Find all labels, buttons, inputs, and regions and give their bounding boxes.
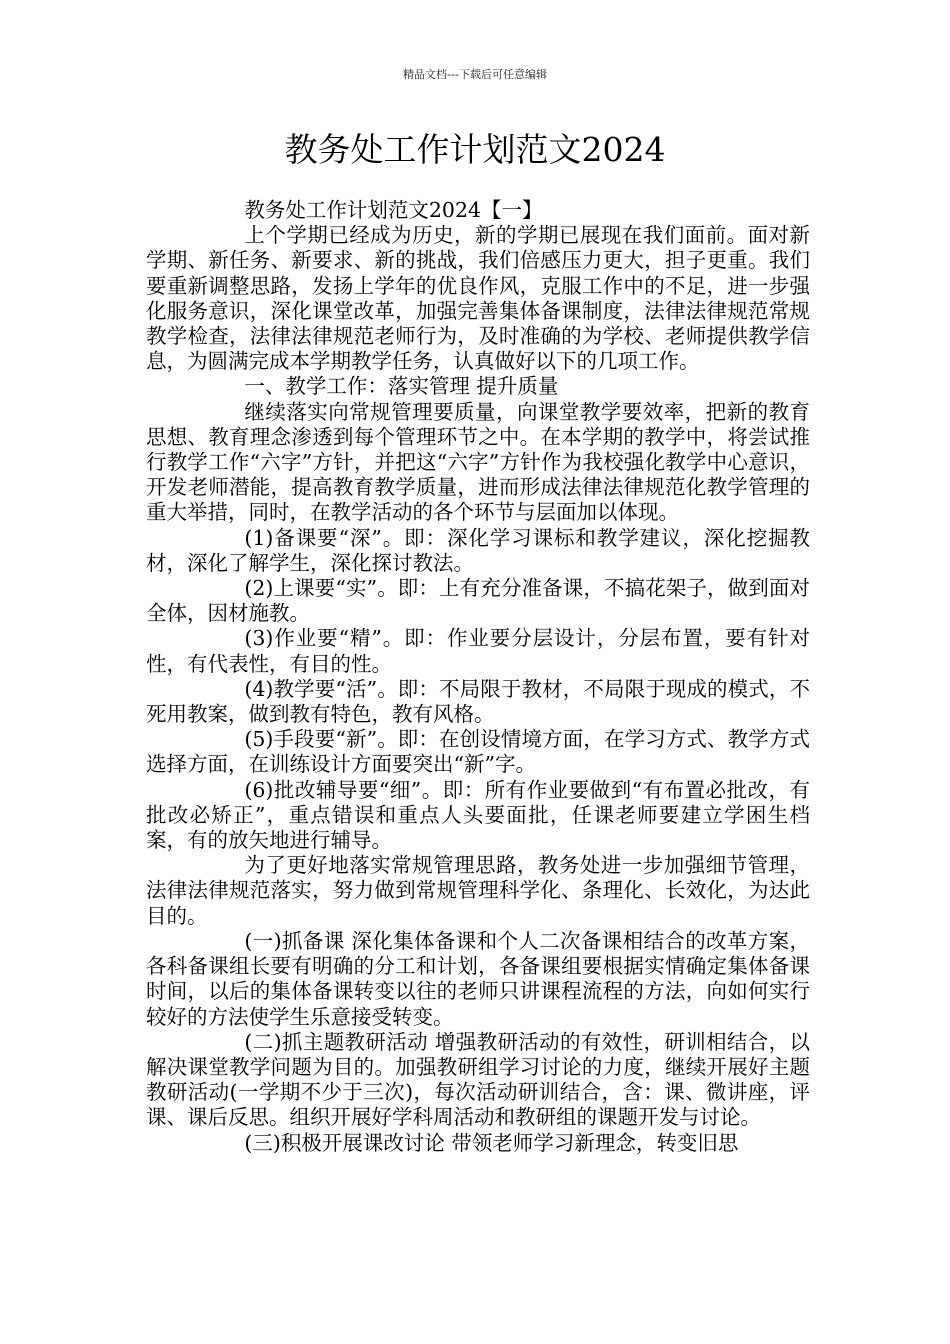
document-title: 教务处工作计划范文2024 xyxy=(284,130,666,169)
list-item: (4)教学要“活”。即：不局限于教材，不局限于现成的模式，不死用教案，做到教有特色，教有风格。 xyxy=(146,676,810,727)
list-item: (2)上课要“实”。即：上有充分准备课，不搞花架子，做到面对全体，因材施教。 xyxy=(146,576,810,626)
list-item: (1)备课要“深”。即：深化学习课标和教学建议，深化挖掘教材，深化了解学生，深化探讨教法。 xyxy=(146,525,810,575)
list-item: (6)批改辅导要“细”。即：所有作业要做到“有布置必批改，有批改必矫正”，重点错误和重点人头要面批，任课老师要建立学困生档案，有的放矢地进行辅导。 xyxy=(146,777,810,853)
list-item: (一)抓备课 深化集体备课和个人二次备课相结合的改革方案，各科备课组长要有明确的分工和计划，各备课组要根据实情确定集体备课时间，以后的集体备课转变以往的老师只讲课程流程的方法，向如何实行较好的方法使学生乐意接受转变。 xyxy=(146,928,810,1029)
section-heading: 一、教学工作：落实管理 提升质量 xyxy=(244,374,559,399)
list-item: (二)抓主题教研活动 增强教研活动的有效性，研训相结合，以解决课堂教学问题为目的。加强教研组学习讨论的力度，继续开展好主题教研活动(一学期不少于三次)，每次活动研训结合，含：课、微讲座，评课、课后反思。组织开展好学科周活动和教研组的课题开发与讨论。 xyxy=(146,1029,810,1130)
list-item: (5)手段要“新”。即：在创设情境方面，在学习方式、教学方式选择方面，在训练设计方面要突出“新”字。 xyxy=(146,727,810,777)
paragraph: 继续落实向常规管理要质量，向课堂教学要效率，把新的教育思想、教育理念渗透到每个管理环节之中。在本学期的教学中，将尝试推行教学工作“六字”方针，并把这“六字”方针作为我校强化教学中心意识，开发老师潜能，提高教育教学质量，进而形成法律法律规范化教学管理的重大举措，同时，在教学活动的各个环节与层面加以体现。 xyxy=(146,399,810,525)
list-item: (三)积极开展课改讨论 带领老师学习新理念，转变旧思 xyxy=(244,1130,739,1155)
list-item: (3)作业要“精”。即：作业要分层设计，分层布置，要有针对性，有代表性，有目的性。 xyxy=(146,626,810,676)
header-note: 精品文档---下载后可任意编辑 xyxy=(403,68,547,81)
paragraph: 为了更好地落实常规管理思路，教务处进一步加强细节管理，法律法律规范落实，努力做到常规管理科学化、条理化、长效化，为达此目的。 xyxy=(146,853,810,928)
paragraph: 上个学期已经成为历史，新的学期已展现在我们面前。面对新学期、新任务、新要求、新的挑战，我们倍感压力更大，担子更重。我们要重新调整思路，发扬上学年的优良作风，克服工作中的不足，进一步强化服务意识，深化课堂改革，加强完善集体备课制度，法律法律规范常规教学检查，法律法律规范老师行为，及时准确的为学校、老师提供教学信息，为圆满完成本学期教学任务，认真做好以下的几项工作。 xyxy=(146,223,810,374)
section-heading: 教务处工作计划范文2024【一】 xyxy=(244,198,543,222)
document-body xyxy=(146,198,810,1156)
